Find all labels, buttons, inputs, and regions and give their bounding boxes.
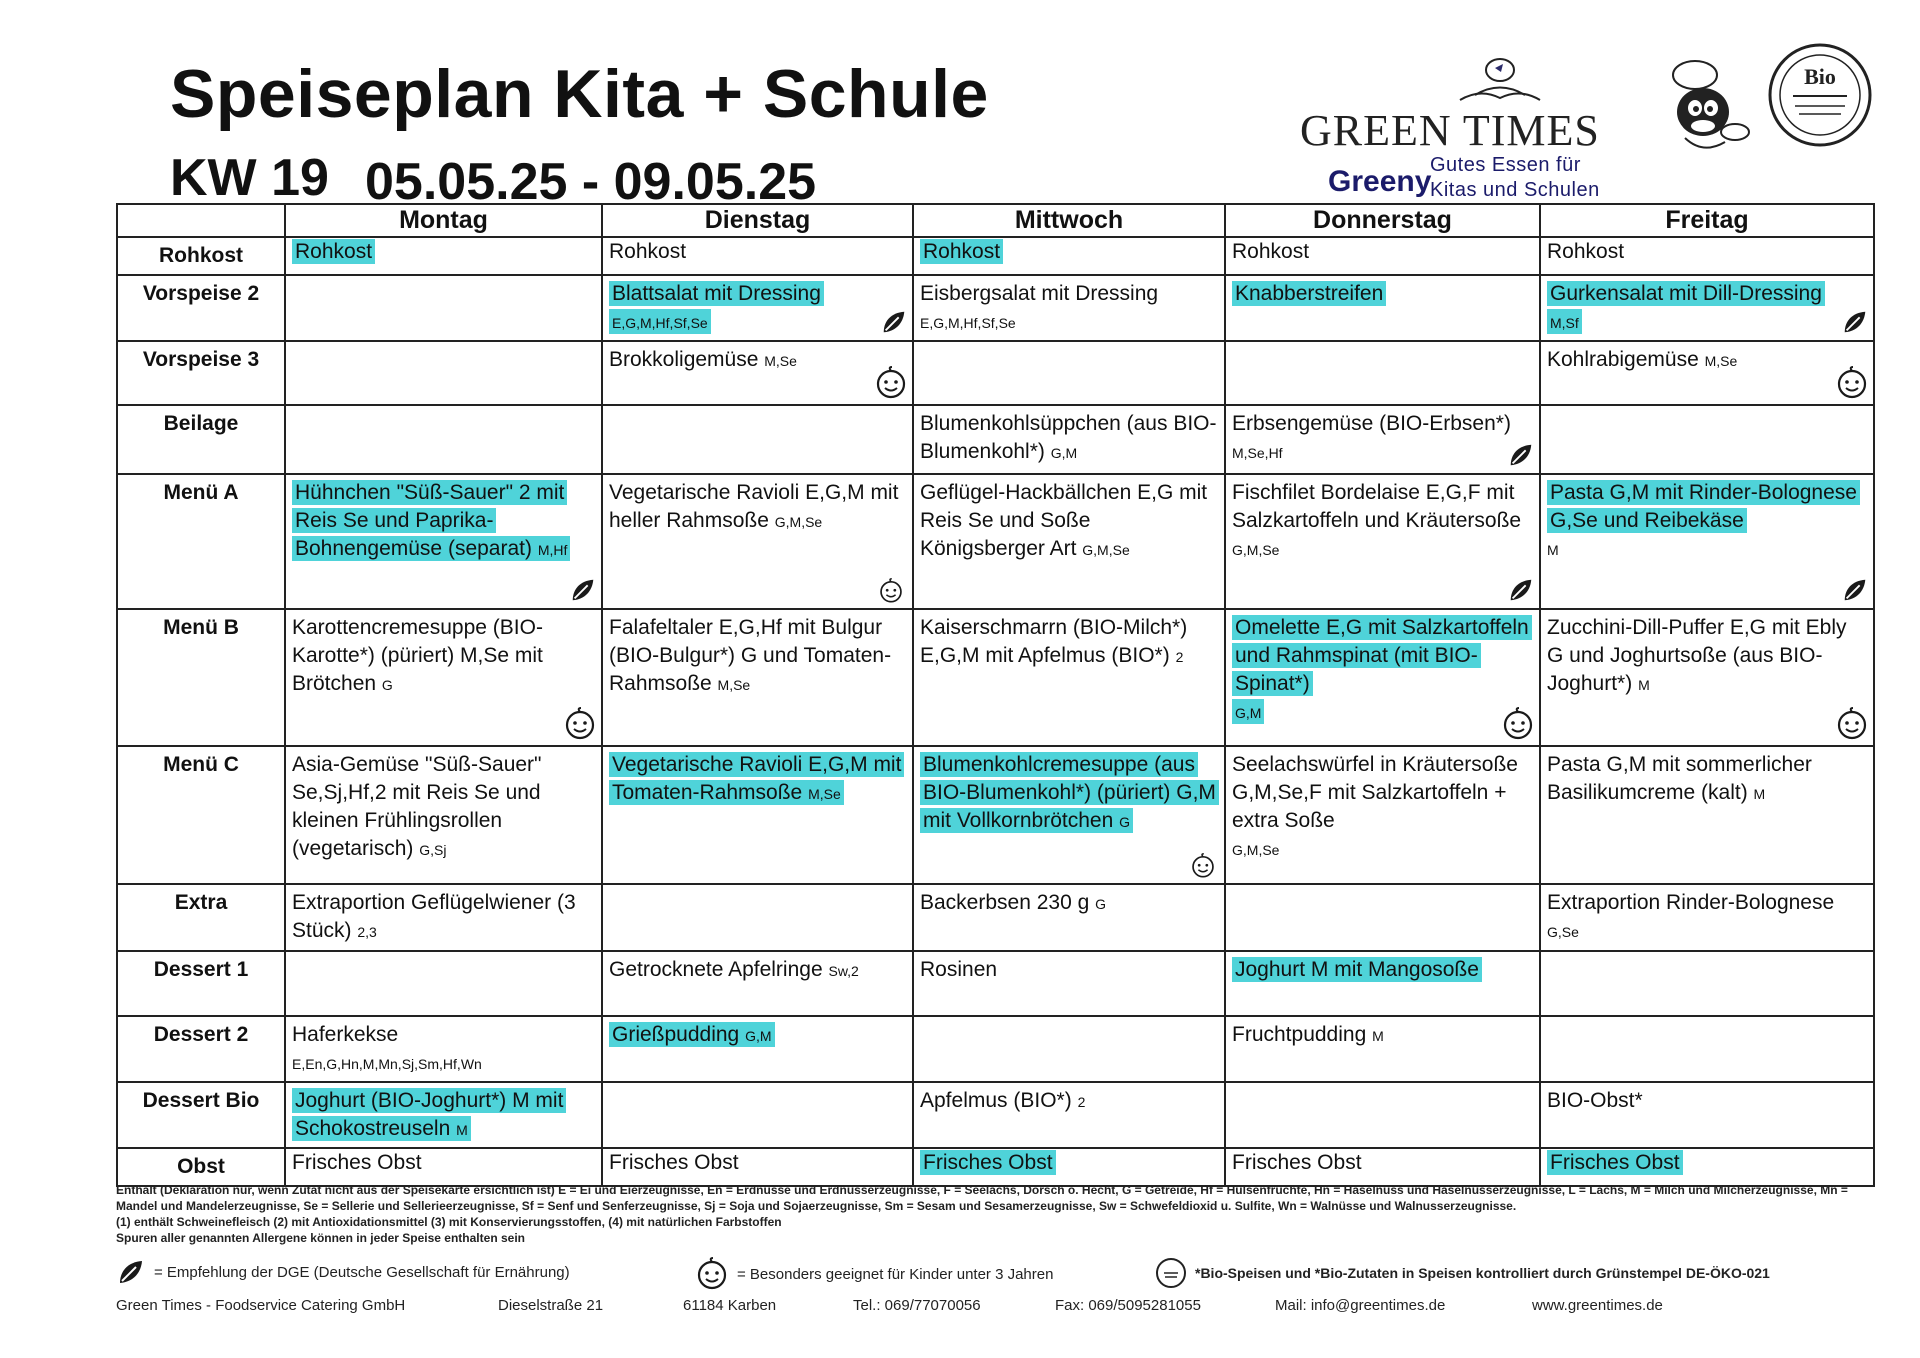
menu-cell bbox=[1540, 1016, 1874, 1082]
row-menu-a bbox=[117, 474, 1874, 609]
allergen-codes: M bbox=[1547, 542, 1559, 558]
legend-kids-text: = Besonders geeignet für Kinder unter 3 Jahren bbox=[737, 1265, 1054, 1283]
menu-cell bbox=[1225, 746, 1540, 884]
dish-name: BIO-Obst* bbox=[1547, 1089, 1643, 1112]
dish-name: Rohkost bbox=[1232, 240, 1310, 263]
dish-name: Fruchtpudding bbox=[1232, 1023, 1367, 1046]
menu-cell bbox=[913, 474, 1225, 609]
contact-fax: Fax: 069/5095281055 bbox=[1055, 1297, 1201, 1314]
dish-name: Rohkost bbox=[609, 240, 687, 263]
allergen-codes: G bbox=[1095, 896, 1107, 912]
day-header-row bbox=[117, 204, 1874, 237]
row-vorspeise-3 bbox=[117, 341, 1874, 405]
menu-cell bbox=[602, 1082, 913, 1148]
menu-cell bbox=[1540, 405, 1874, 474]
dish-name: Getrocknete Apfelringe bbox=[609, 958, 823, 981]
menu-cell bbox=[285, 1016, 602, 1082]
menu-cell bbox=[602, 405, 913, 474]
allergen-codes: 2,3 bbox=[357, 924, 377, 940]
cow-mascot-icon bbox=[1655, 50, 1755, 160]
dish-name: Backerbsen 230 g bbox=[920, 891, 1090, 914]
menu-cell bbox=[285, 405, 602, 474]
dish-name: Pasta G,M mit sommerlicher Basilikumcreme (kalt) bbox=[1547, 753, 1812, 804]
bio-seal-text: Bio bbox=[1804, 64, 1836, 89]
menu-cell bbox=[1225, 609, 1540, 746]
allergen-codes: G,M,Se bbox=[774, 514, 823, 530]
menu-cell bbox=[1225, 275, 1540, 341]
dish-name: Knabberstreifen bbox=[1232, 281, 1386, 306]
legend-dge-text: = Empfehlung der DGE (Deutsche Gesellschaft für Ernährung) bbox=[154, 1263, 570, 1281]
allergen-codes: Sw,2 bbox=[828, 963, 859, 979]
row-menu-c bbox=[117, 746, 1874, 884]
menu-cell bbox=[913, 609, 1225, 746]
allergen-codes: G,M bbox=[1235, 705, 1262, 721]
menu-cell bbox=[602, 609, 913, 746]
kid-face-icon bbox=[1190, 853, 1216, 879]
allergen-codes: E,En,G,Hn,M,Mn,Sj,Sm,Hf,Wn bbox=[292, 1056, 482, 1072]
sub-brand: Greeny bbox=[1328, 165, 1432, 198]
row-label: Vorspeise 3 bbox=[117, 341, 285, 405]
menu-cell bbox=[285, 1082, 602, 1148]
menu-cell bbox=[602, 341, 913, 405]
dish-name: Karottencremesuppe (BIO-Karotte*) (püriert) M,Se mit Brötchen bbox=[292, 616, 543, 695]
dge-leaf-icon bbox=[1841, 576, 1869, 604]
menu-cell bbox=[285, 609, 602, 746]
menu-cell bbox=[285, 1148, 602, 1186]
menu-cell bbox=[1540, 341, 1874, 405]
allergen-codes: M bbox=[456, 1122, 468, 1138]
menu-cell bbox=[1540, 746, 1874, 884]
allergen-footnote bbox=[116, 1182, 1876, 1246]
dge-leaf-icon bbox=[1841, 308, 1869, 336]
dish-name: Joghurt M mit Mangosoße bbox=[1232, 957, 1482, 982]
legend-dge bbox=[116, 1257, 570, 1287]
allergen-codes: E,G,M,Hf,Sf,Se bbox=[920, 315, 1016, 331]
kid-face-icon bbox=[563, 707, 597, 741]
date-range: 05.05.25 - 09.05.25 bbox=[365, 153, 817, 211]
dish-name: Asia-Gemüse "Süß-Sauer" Se,Sj,Hf,2 mit Reis Se und kleinen Frühlingsrollen (vegetarisch) bbox=[292, 753, 542, 860]
allergen-codes: G bbox=[381, 677, 393, 693]
page-title: Speiseplan Kita + Schule bbox=[170, 56, 989, 132]
corner-cell bbox=[117, 204, 285, 237]
tagline-line-1: Gutes Essen für bbox=[1430, 154, 1581, 176]
dish-name: Zucchini-Dill-Puffer E,G mit Ebly G und Joghurtsoße (aus BIO-Joghurt*) bbox=[1547, 616, 1847, 695]
dish-name: Frisches Obst bbox=[1232, 1151, 1362, 1174]
allergen-codes: M,Hf bbox=[537, 542, 568, 558]
menu-cell bbox=[1225, 1148, 1540, 1186]
dish-name: Gurkensalat mit Dill-Dressing bbox=[1550, 282, 1822, 305]
allergen-codes: G bbox=[1119, 814, 1130, 830]
menu-cell bbox=[285, 884, 602, 951]
dish-name: Frisches Obst bbox=[920, 1150, 1056, 1175]
row-label: Rohkost bbox=[117, 237, 285, 275]
contact-city: 61184 Karben bbox=[683, 1297, 777, 1314]
dish-name: Erbsengemüse (BIO-Erbsen*) bbox=[1232, 412, 1511, 435]
menu-cell bbox=[1225, 951, 1540, 1016]
dish-name: Blattsalat mit Dressing bbox=[612, 282, 821, 305]
allergen-codes: G,M bbox=[1050, 445, 1078, 461]
dish-name: Rohkost bbox=[1547, 240, 1625, 263]
dish-name: Kaiserschmarrn (BIO-Milch*) E,G,M mit Apfelmus (BIO*) bbox=[920, 616, 1188, 667]
kid-face-icon bbox=[1835, 366, 1869, 400]
allergen-codes: G,M,Se bbox=[1232, 842, 1280, 858]
day-header: Dienstag bbox=[602, 204, 913, 237]
brand-name: GREEN TIMES bbox=[1300, 106, 1600, 155]
row-label: Menü A bbox=[117, 474, 285, 609]
allergen-codes: G,Sj bbox=[419, 842, 447, 858]
menu-cell bbox=[913, 1016, 1225, 1082]
footnote-line-2: (1) enthält Schweinefleisch (2) mit Antioxidationsmittel (3) mit Konservierungsstoffen, (4) mit natürlichen Farbstoffen bbox=[116, 1215, 782, 1229]
row-label: Menü B bbox=[117, 609, 285, 746]
menu-cell bbox=[285, 275, 602, 341]
green-times-logo bbox=[1300, 50, 1760, 210]
allergen-codes: G,M,Se bbox=[1232, 542, 1280, 558]
dish-name: Vegetarische Ravioli E,G,M mit heller Rahmsoße bbox=[609, 481, 899, 532]
row-obst bbox=[117, 1148, 1874, 1186]
allergen-codes: M bbox=[1638, 677, 1650, 693]
row-menu-b bbox=[117, 609, 1874, 746]
dish-name: Frisches Obst bbox=[292, 1151, 422, 1174]
day-header: Freitag bbox=[1540, 204, 1874, 237]
dish-name: Extraportion Rinder-Bolognese bbox=[1547, 891, 1835, 914]
allergen-codes: G,Se bbox=[1547, 924, 1579, 940]
menu-cell bbox=[285, 474, 602, 609]
brand-tagline bbox=[1430, 153, 1600, 203]
row-dessert-2 bbox=[117, 1016, 1874, 1082]
allergen-codes: M,Sf bbox=[1550, 315, 1579, 331]
contact-street: Dieselstraße 21 bbox=[498, 1297, 604, 1314]
dish-name: Vegetarische Ravioli E,G,M mit Tomaten-Rahmsoße bbox=[612, 753, 902, 804]
menu-cell bbox=[913, 405, 1225, 474]
row-dessert-bio bbox=[117, 1082, 1874, 1148]
row-label: Vorspeise 2 bbox=[117, 275, 285, 341]
allergen-codes: M,Se bbox=[764, 353, 797, 369]
legend-bio bbox=[1155, 1257, 1770, 1289]
dish-name: Seelachswürfel in Kräutersoße G,M,Se,F mit Salzkartoffeln + extra Soße bbox=[1232, 753, 1518, 832]
row-vorspeise-2 bbox=[117, 275, 1874, 341]
menu-cell bbox=[1225, 474, 1540, 609]
menu-cell bbox=[285, 951, 602, 1016]
menu-cell bbox=[1225, 341, 1540, 405]
menu-cell bbox=[913, 746, 1225, 884]
contact-phone: Tel.: 069/77070056 bbox=[853, 1297, 981, 1314]
dge-leaf-icon bbox=[880, 308, 908, 336]
dish-name: Omelette E,G mit Salzkartoffeln und Rahmspinat (mit BIO-Spinat*) bbox=[1235, 616, 1529, 695]
allergen-codes: M,Se,Hf bbox=[1232, 445, 1283, 461]
menu-cell bbox=[1225, 405, 1540, 474]
menu-cell bbox=[1540, 237, 1874, 275]
contact-company: Green Times - Foodservice Catering GmbH bbox=[116, 1297, 406, 1314]
menu-cell bbox=[602, 1148, 913, 1186]
kid-face-icon bbox=[1501, 707, 1535, 741]
dge-leaf-icon bbox=[1507, 441, 1535, 469]
dge-leaf-icon bbox=[569, 576, 597, 604]
menu-cell bbox=[1225, 1082, 1540, 1148]
menu-cell bbox=[1540, 1082, 1874, 1148]
menu-cell bbox=[602, 1016, 913, 1082]
menu-cell bbox=[285, 341, 602, 405]
menu-table bbox=[116, 203, 1875, 1187]
contact-mail[interactable]: Mail: info@greentimes.de bbox=[1275, 1297, 1446, 1314]
menu-cell bbox=[1540, 951, 1874, 1016]
dish-name: Extraportion Geflügelwiener (3 Stück) bbox=[292, 891, 576, 942]
bio-seal-icon bbox=[1155, 1257, 1187, 1289]
dish-name: Pasta G,M mit Rinder-Bolognese G,Se und Reibekäse bbox=[1550, 481, 1857, 532]
allergen-codes: M bbox=[1372, 1028, 1384, 1044]
dish-name: Blumenkohlsüppchen (aus BIO-Blumenkohl*) bbox=[920, 412, 1217, 463]
menu-cell bbox=[913, 237, 1225, 275]
dish-name: Apfelmus (BIO*) bbox=[920, 1089, 1072, 1112]
footnote-line-3: Spuren aller genannten Allergene können in jeder Speise enthalten sein bbox=[116, 1231, 525, 1245]
day-header: Donnerstag bbox=[1225, 204, 1540, 237]
row-label: Dessert 1 bbox=[117, 951, 285, 1016]
legend-kids bbox=[695, 1257, 1053, 1291]
dish-name: Haferkekse bbox=[292, 1023, 399, 1046]
footnote-line-1: Enthält (Deklaration nur, wenn Zutat nicht aus der Speisekarte ersichtlich ist) E = Ei und Eierzeugnisse, En = Erdnüsse und Erdnusserzeugnisse, F = Seelachs, Dorsch o. Hecht, G = Getreide, Hf = Hülsenfrüchte, Hn = Haselnuss und Haselnusserzeugnisse, L = Lachs, M = Milch und Milcherzeugnisse, Mn = Mandel und Mandelerzeugnisse, Se = Sellerie und Sellerieerzeugnisse, Sf = Senf und Senferzeugnisse, Sj = Soja und Sojaerzeugnisse, Sm = Sesam und Sesamerzeugnisse, Sw = Schwefeldioxid u. Sulfite, Wn = Walnüsse und Walnusserzeugnisse. bbox=[116, 1183, 1848, 1213]
dish-name: Kohlrabigemüse bbox=[1547, 348, 1699, 371]
dish-name: Blumenkohlcremesuppe (aus BIO-Blumenkohl*) (püriert) G,M mit Vollkornbrötchen bbox=[923, 753, 1216, 832]
menu-cell bbox=[1540, 1148, 1874, 1186]
dish-name: Joghurt (BIO-Joghurt*) M mit Schokostreuseln bbox=[295, 1089, 564, 1140]
row-extra bbox=[117, 884, 1874, 951]
tagline-line-2: Kitas und Schulen bbox=[1430, 179, 1600, 201]
row-label: Beilage bbox=[117, 405, 285, 474]
row-label: Dessert 2 bbox=[117, 1016, 285, 1082]
menu-cell bbox=[1225, 237, 1540, 275]
menu-cell bbox=[602, 474, 913, 609]
allergen-codes: M,Se bbox=[1704, 353, 1738, 369]
dish-name: Frisches Obst bbox=[609, 1151, 739, 1174]
menu-cell bbox=[1225, 884, 1540, 951]
dish-name: Rohkost bbox=[920, 239, 1003, 264]
dge-leaf-icon bbox=[1507, 576, 1535, 604]
legend-bio-text: *Bio-Speisen und *Bio-Zutaten in Speisen kontrolliert durch Grünstempel DE-ÖKO-021 bbox=[1195, 1265, 1770, 1281]
chef-hat-icon bbox=[1455, 50, 1545, 110]
menu-cell bbox=[285, 746, 602, 884]
bio-seal-icon bbox=[1765, 40, 1875, 150]
menu-cell bbox=[913, 884, 1225, 951]
menu-cell bbox=[913, 1082, 1225, 1148]
row-rohkost bbox=[117, 237, 1874, 275]
menu-cell bbox=[602, 237, 913, 275]
kid-face-icon bbox=[695, 1257, 729, 1291]
allergen-codes: G,M bbox=[745, 1028, 772, 1044]
row-beilage bbox=[117, 405, 1874, 474]
day-header: Montag bbox=[285, 204, 602, 237]
allergen-codes: E,G,M,Hf,Sf,Se bbox=[612, 315, 708, 331]
menu-cell bbox=[1225, 1016, 1540, 1082]
allergen-codes: M bbox=[1753, 786, 1766, 802]
contact-website[interactable]: www.greentimes.de bbox=[1532, 1297, 1663, 1314]
calendar-week: KW 19 bbox=[170, 149, 329, 207]
dish-name: Frisches Obst bbox=[1547, 1150, 1683, 1175]
dish-name: Rohkost bbox=[292, 239, 375, 264]
menu-cell bbox=[913, 275, 1225, 341]
dish-name: Falafeltaler E,G,Hf mit Bulgur (BIO-Bulgur*) G und Tomaten-Rahmsoße bbox=[609, 616, 892, 695]
menu-cell bbox=[602, 746, 913, 884]
dish-name: Eisbergsalat mit Dressing bbox=[920, 282, 1159, 305]
dish-name: Rosinen bbox=[920, 958, 998, 981]
row-label: Dessert Bio bbox=[117, 1082, 285, 1148]
row-label: Obst bbox=[117, 1148, 285, 1186]
menu-cell bbox=[913, 341, 1225, 405]
dish-name: Brokkoligemüse bbox=[609, 348, 759, 371]
row-label: Extra bbox=[117, 884, 285, 951]
menu-cell bbox=[913, 1148, 1225, 1186]
menu-cell bbox=[602, 884, 913, 951]
allergen-codes: 2 bbox=[1077, 1094, 1086, 1110]
day-header: Mittwoch bbox=[913, 204, 1225, 237]
allergen-codes: M,Se bbox=[717, 677, 751, 693]
menu-cell bbox=[1540, 474, 1874, 609]
dish-name: Hühnchen "Süß-Sauer" 2 mit Reis Se und Paprika-Bohnengemüse (separat) bbox=[295, 481, 565, 560]
row-label: Menü C bbox=[117, 746, 285, 884]
menu-cell bbox=[1540, 275, 1874, 341]
menu-cell bbox=[1540, 884, 1874, 951]
kid-face-icon bbox=[874, 366, 908, 400]
allergen-codes: M,Se bbox=[808, 786, 841, 802]
menu-cell bbox=[602, 275, 913, 341]
menu-cell bbox=[913, 951, 1225, 1016]
menu-cell bbox=[1540, 609, 1874, 746]
kid-face-icon bbox=[878, 578, 904, 604]
dish-name: Fischfilet Bordelaise E,G,F mit Salzkartoffeln und Kräutersoße bbox=[1232, 481, 1522, 532]
allergen-codes: 2 bbox=[1175, 649, 1184, 665]
dish-name: Grießpudding bbox=[612, 1023, 740, 1046]
menu-cell bbox=[285, 237, 602, 275]
menu-cell bbox=[602, 951, 913, 1016]
kid-face-icon bbox=[1835, 707, 1869, 741]
dish-name: Geflügel-Hackbällchen E,G mit Reis Se und Soße Königsberger Art bbox=[920, 481, 1208, 560]
row-dessert-1 bbox=[117, 951, 1874, 1016]
allergen-codes: G,M,Se bbox=[1082, 542, 1130, 558]
dge-leaf-icon bbox=[116, 1257, 146, 1287]
